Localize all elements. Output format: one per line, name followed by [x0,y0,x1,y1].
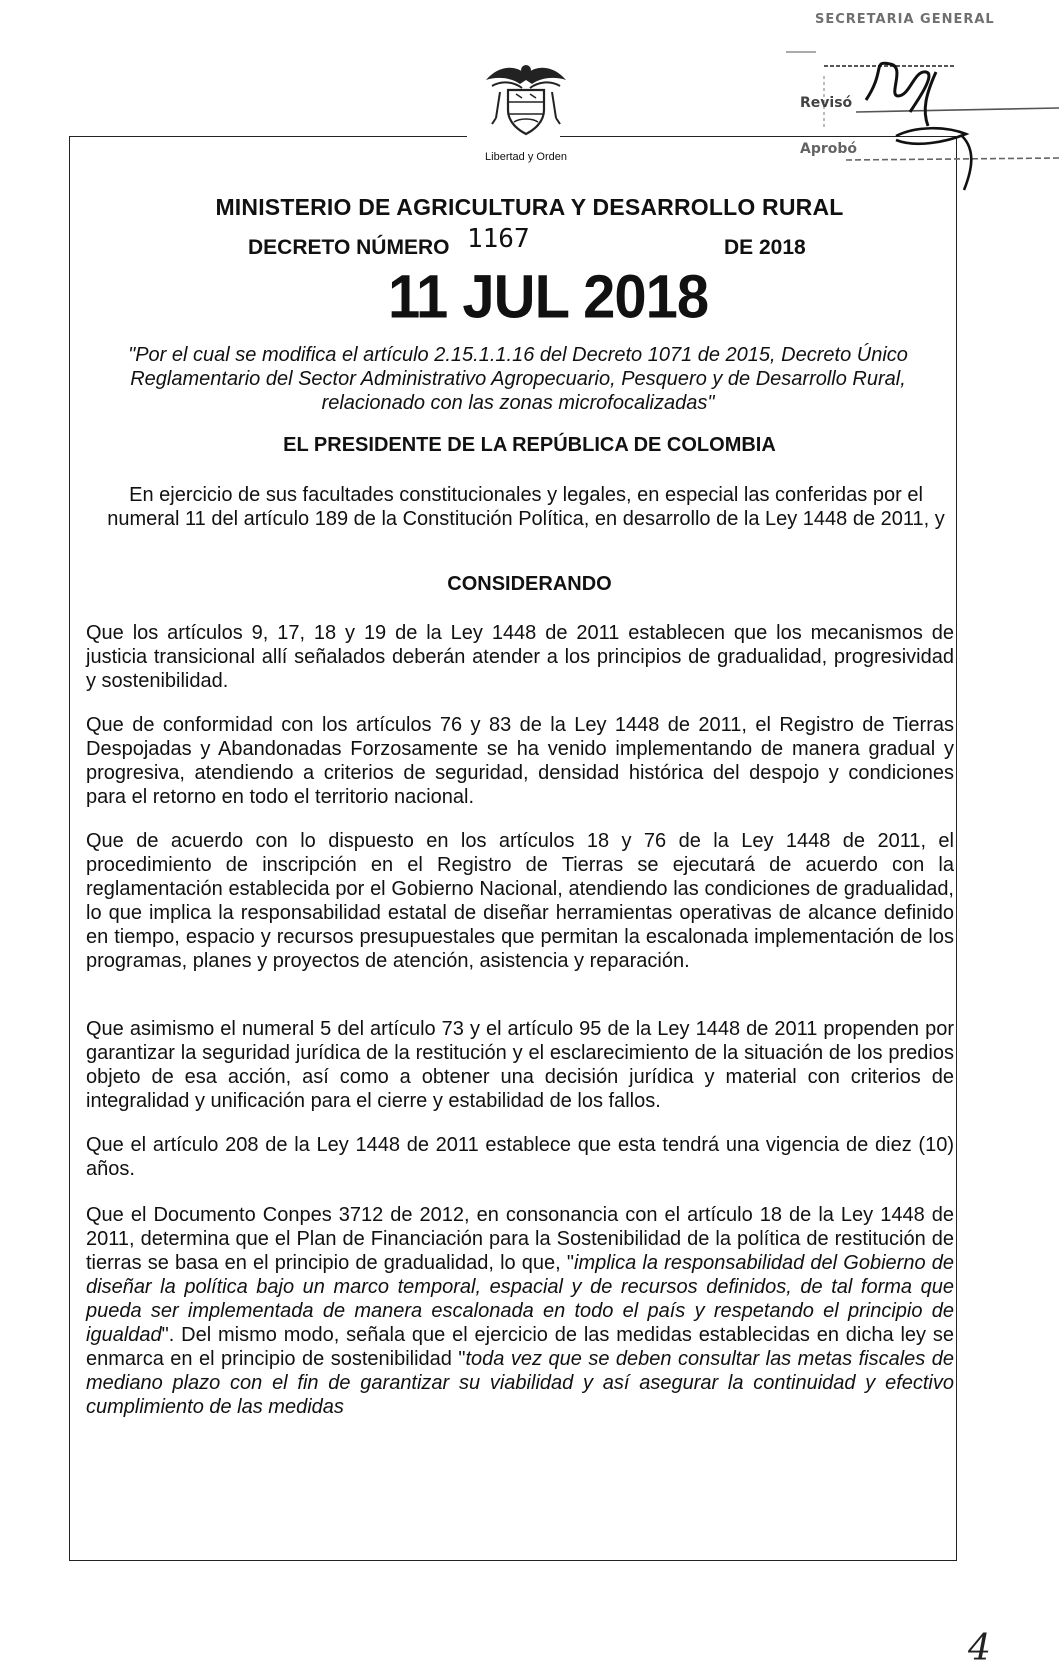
decree-title: "Por el cual se modifica el artículo 2.15.1.1.16 del Decreto 1071 de 2015, Decreto Único Reglamentario del Sector Administrativo Agropecuario, Pesquero y de Desarrollo Rural, relacionado con las zonas microfocalizadas" [128,344,908,414]
paragraph-6-quote-1: implica la responsabilidad del Gobierno de diseñar la política bajo un marco temporal, espacial y de recursos definidos, de tal forma que pueda ser implementada de manera escalonada en todo el país y respetando el principio de igualdad [86,1252,954,1346]
decree-label: DECRETO NÚMERO [248,236,450,259]
page-corner-mark: 4 [968,1628,991,1669]
frame-right [956,136,957,1560]
decree-number: 1167 [467,224,530,254]
paragraph-1: Que los artículos 9, 17, 18 y 19 de la Ley 1448 de 2011 establecen que los mecanismos de justicia transicional allí señalados deberán atender a los principios de gradualidad, progresividad y sostenibilidad. [86,622,954,692]
paragraph-6-part-a: Que el Documento Conpes 3712 de 2012, en consonancia con el artículo 18 de la Ley 1448 de 2011, determina que el Plan de Financiación para la Sostenibilidad de la política de restitución de tierras se basa en el principio de gradualidad, lo que, " [86,1204,954,1274]
considerando-heading: CONSIDERANDO [447,573,612,595]
stamp-reviso-label: Revisó [800,95,853,111]
seal-motto: Libertad y Orden [485,151,567,163]
decree-date-stamp: 11 JUL 2018 [388,263,709,332]
frame-bottom [69,1560,957,1561]
ministry-heading: MINISTERIO DE AGRICULTURA Y DESARROLLO RURAL [215,194,844,220]
decree-year: DE 2018 [724,236,806,259]
paragraph-6 [86,1203,954,1419]
paragraph-2: Que de conformidad con los artículos 76 y 83 de la Ley 1448 de 2011, el Registro de Tierras Despojadas y Abandonadas Forzosamente se ha venido implementando de manera gradual y progresiva, atendiendo a criterios de seguridad, densidad histórica del despojo y condiciones para el retorno en todo el territorio nacional. [86,714,954,808]
stamp-header: SECRETARIA GENERAL [815,12,995,27]
president-heading: EL PRESIDENTE DE LA REPÚBLICA DE COLOMBIA [283,434,776,456]
paragraph-6-quote-2: toda vez que se deben consultar las metas fiscales de mediano plazo con el fin de garantizar su viabilidad y así asegurar la continuidad y efectivo cumplimiento de las medidas [86,1348,954,1418]
frame-top-left [69,136,467,137]
paragraph-3: Que de acuerdo con lo dispuesto en los artículos 18 y 76 de la Ley 1448 de 2011, el procedimiento de inscripción en el Registro de Tierras se ejecutará de acuerdo con la reglamentación establecida por el Gobierno Nacional, atendiendo las condiciones de gradualidad, lo que implica la responsabilidad estatal de diseñar herramientas operativas de alcance definido en tiempo, espacio y recursos presupuestales que permitan la escalonada implementación de los programas, planes y proyectos de atención, asistencia y reparación. [86,830,954,972]
exercise-clause: En ejercicio de sus facultades constitucionales y legales, en especial las conferidas por el numeral 11 del artículo 189 de la Constitución Política, en desarrollo de la Ley 1448 de 2011, y [107,484,945,530]
paragraph-6-part-c: ". Del mismo modo, señala que el ejercicio de las medidas establecidas en dicha ley se enmarca en el principio de sostenibilidad " [86,1324,954,1370]
coat-of-arms-icon [478,58,574,138]
stamp-aprobo-label: Aprobó [800,141,858,157]
paragraph-4: Que asimismo el numeral 5 del artículo 73 y el artículo 95 de la Ley 1448 de 2011 propenden por garantizar la seguridad jurídica de la restitución y el esclarecimiento de la situación de los predios objeto de esa acción, así como a obtener una decisión jurídica y material con criterios de integralidad y unificación para el cierre y estabilidad de los fallos. [86,1018,954,1112]
paragraph-5: Que el artículo 208 de la Ley 1448 de 2011 establece que esta tendrá una vigencia de diez (10) años. [86,1134,954,1180]
frame-left [69,136,70,1560]
